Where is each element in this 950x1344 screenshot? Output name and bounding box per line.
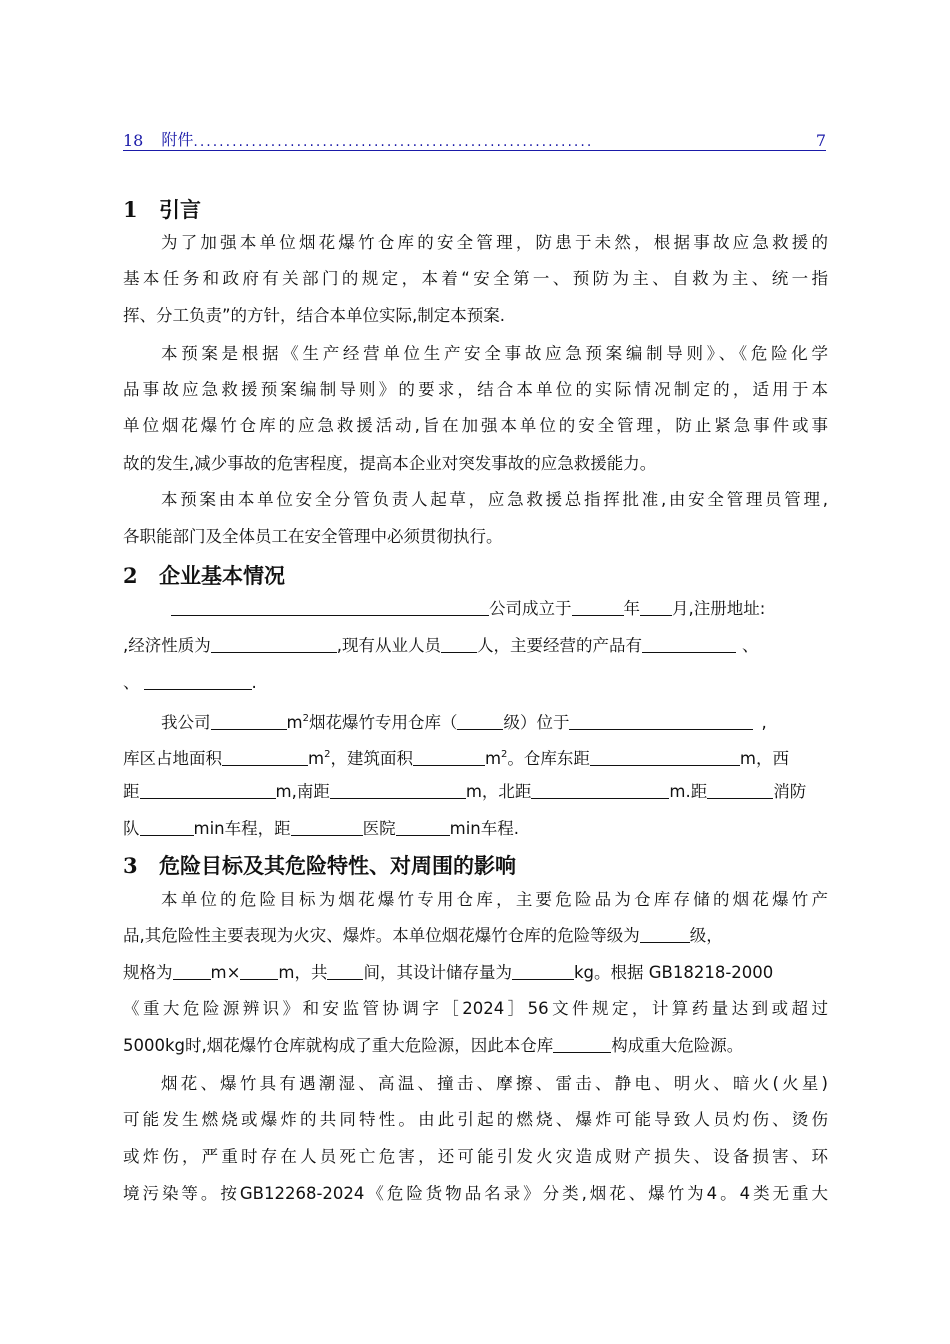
text: 距 xyxy=(123,782,140,801)
basic-line-1 xyxy=(123,598,828,620)
text: 人，主要经营的产品有 xyxy=(477,636,642,655)
danger-line: 可能发生燃烧或爆炸的共同特性。由此引起的燃烧、爆炸可能导致人员灼伤、烫伤 xyxy=(123,1110,828,1129)
intro-line: 各职能部门及全体员工在安全管理中必须贯彻执行。 xyxy=(123,527,503,546)
superscript: 2 xyxy=(501,749,508,760)
text: 规格为 xyxy=(123,963,173,982)
location-blank[interactable] xyxy=(569,713,753,730)
text: 医院 xyxy=(362,819,396,838)
south-distance-blank[interactable] xyxy=(330,782,466,799)
width-blank[interactable] xyxy=(240,963,278,980)
text: m xyxy=(286,713,303,732)
text: min车程，距 xyxy=(193,819,291,838)
text: 公司成立于 xyxy=(489,599,572,618)
text: ,经济性质为 xyxy=(123,636,211,655)
basic-line-6 xyxy=(123,781,828,803)
warehouse-grade-blank[interactable] xyxy=(457,713,503,730)
text: ，建筑面积 xyxy=(330,749,413,768)
building-area-blank[interactable] xyxy=(413,749,485,766)
section-heading-1 xyxy=(123,194,201,224)
hospital-blank[interactable] xyxy=(291,819,363,836)
west-distance-blank[interactable] xyxy=(140,782,276,799)
text: m，共 xyxy=(278,963,328,982)
intro-line: 本预案由本单位安全分管负责人起草，应急救援总指挥批准,由安全管理员管理, xyxy=(161,490,828,509)
text: m.距 xyxy=(669,782,708,801)
toc-entry-attachments[interactable] xyxy=(123,124,826,151)
superscript: 2 xyxy=(324,749,331,760)
text: kg。根据 GB18218-2000 xyxy=(573,963,774,982)
year-blank[interactable] xyxy=(572,599,624,616)
basic-line-3 xyxy=(123,672,828,694)
text: 5000kg时,烟花爆竹仓库就构成了重大危险源，因此本仓库 xyxy=(123,1036,554,1055)
hazard-grade-blank[interactable] xyxy=(640,926,690,943)
economic-nature-blank[interactable] xyxy=(211,636,337,653)
toc-leader-dots: .............................................................. xyxy=(193,134,594,150)
text: 消防 xyxy=(773,782,807,801)
basic-line-5 xyxy=(123,744,828,770)
text: 。仓库东距 xyxy=(507,749,590,768)
section-heading-3 xyxy=(123,850,516,880)
text: m xyxy=(308,749,325,768)
rooms-blank[interactable] xyxy=(327,963,363,980)
section-number: 1 xyxy=(123,197,138,222)
company-name-blank[interactable] xyxy=(171,599,489,616)
fire-station-blank[interactable] xyxy=(707,782,773,799)
text: m，北距 xyxy=(465,782,532,801)
text: ,现有从业人员 xyxy=(336,636,441,655)
text: 间，其设计储存量为 xyxy=(363,963,512,982)
length-blank[interactable] xyxy=(173,963,211,980)
text: 库区占地面积 xyxy=(123,749,222,768)
text: m× xyxy=(210,963,241,982)
product-blank-1[interactable] xyxy=(642,636,736,653)
danger-line-3 xyxy=(123,962,828,984)
superscript: 2 xyxy=(302,713,309,724)
text: 、 xyxy=(123,673,140,692)
danger-line: 境污染等。按GB12268-2024《危险货物品名录》分类,烟花、爆竹为4。4类无重大 xyxy=(123,1184,828,1203)
danger-line: 本单位的危险目标为烟花爆竹专用仓库，主要危险品为仓库存储的烟花爆竹产 xyxy=(161,890,828,909)
basic-line-7 xyxy=(123,818,828,840)
product-blank-2[interactable] xyxy=(144,673,252,690)
text: 我公司 xyxy=(161,713,211,732)
toc-page-number: 7 xyxy=(815,131,826,150)
text: 构成重大危险源。 xyxy=(611,1036,744,1055)
text: 级）位于 xyxy=(503,713,570,732)
storage-capacity-blank[interactable] xyxy=(512,963,574,980)
major-hazard-blank[interactable] xyxy=(553,1036,611,1053)
danger-line-5 xyxy=(123,1035,828,1057)
section-title: 企业基本情况 xyxy=(159,564,285,588)
text: m xyxy=(484,749,502,768)
east-distance-blank[interactable] xyxy=(590,749,740,766)
text: 品,其危险性主要表现为火灾、爆炸。本单位烟花爆竹仓库的危险等级为 xyxy=(123,926,640,945)
month-blank[interactable] xyxy=(640,599,672,616)
text: 年 xyxy=(623,599,640,618)
intro-line: 品事故应急救援预案编制导则》的要求，结合本单位的实际情况制定的，适用于本 xyxy=(123,380,828,399)
text: 、 xyxy=(742,636,759,655)
intro-line: 挥、分工负责”的方针，结合本单位实际,制定本预案. xyxy=(123,306,506,325)
intro-line: 本预案是根据《生产经营单位生产安全事故应急预案编制导则》、《危险化学 xyxy=(161,344,828,363)
basic-line-4 xyxy=(161,708,828,734)
danger-line: 或炸伤，严重时存在人员死亡危害，还可能引发火灾造成财产损失、设备损害、环 xyxy=(123,1147,828,1166)
text: , xyxy=(761,713,767,732)
danger-line: 《重大危险源辨识》和安监管协调字［2024］56文件规定，计算药量达到或超过 xyxy=(123,999,828,1018)
employees-blank[interactable] xyxy=(441,636,477,653)
basic-line-2 xyxy=(123,635,828,657)
section-number: 3 xyxy=(123,853,138,878)
text: min车程. xyxy=(449,819,519,838)
warehouse-area-blank[interactable] xyxy=(211,713,287,730)
intro-line: 为了加强本单位烟花爆竹仓库的安全管理，防患于未然，根据事故应急救援的 xyxy=(161,233,828,252)
text: . xyxy=(251,673,257,692)
toc-title: 附件 xyxy=(161,130,194,149)
text: 级， xyxy=(689,926,723,945)
section-number: 2 xyxy=(123,563,138,588)
text: m，西 xyxy=(739,749,789,768)
danger-line-2 xyxy=(123,925,828,947)
north-distance-blank[interactable] xyxy=(531,782,669,799)
section-heading-2 xyxy=(123,560,285,590)
danger-line: 烟花、爆竹具有遇潮湿、高温、撞击、摩擦、雷击、静电、明火、暗火(火星) xyxy=(161,1074,828,1093)
hospital-drive-time-blank[interactable] xyxy=(396,819,450,836)
site-area-blank[interactable] xyxy=(222,749,308,766)
toc-number: 18 xyxy=(123,131,144,150)
text: 烟花爆竹专用仓库（ xyxy=(308,713,458,732)
intro-line: 基本任务和政府有关部门的规定，本着“安全第一、预防为主、自救为主、统一指 xyxy=(123,269,828,288)
text: 月,注册地址: xyxy=(672,599,766,618)
text: m,南距 xyxy=(275,782,330,801)
text: 队 xyxy=(123,819,140,838)
section-title: 危险目标及其危险特性、对周围的影响 xyxy=(159,854,516,878)
intro-line: 单位烟花爆竹仓库的应急救援活动,旨在加强本单位的安全管理，防止紧急事件或事 xyxy=(123,416,828,435)
fire-drive-time-blank[interactable] xyxy=(140,819,194,836)
section-title: 引言 xyxy=(159,198,201,222)
intro-line: 故的发生,减少事故的危害程度，提高本企业对突发事故的应急救援能力。 xyxy=(123,454,657,473)
